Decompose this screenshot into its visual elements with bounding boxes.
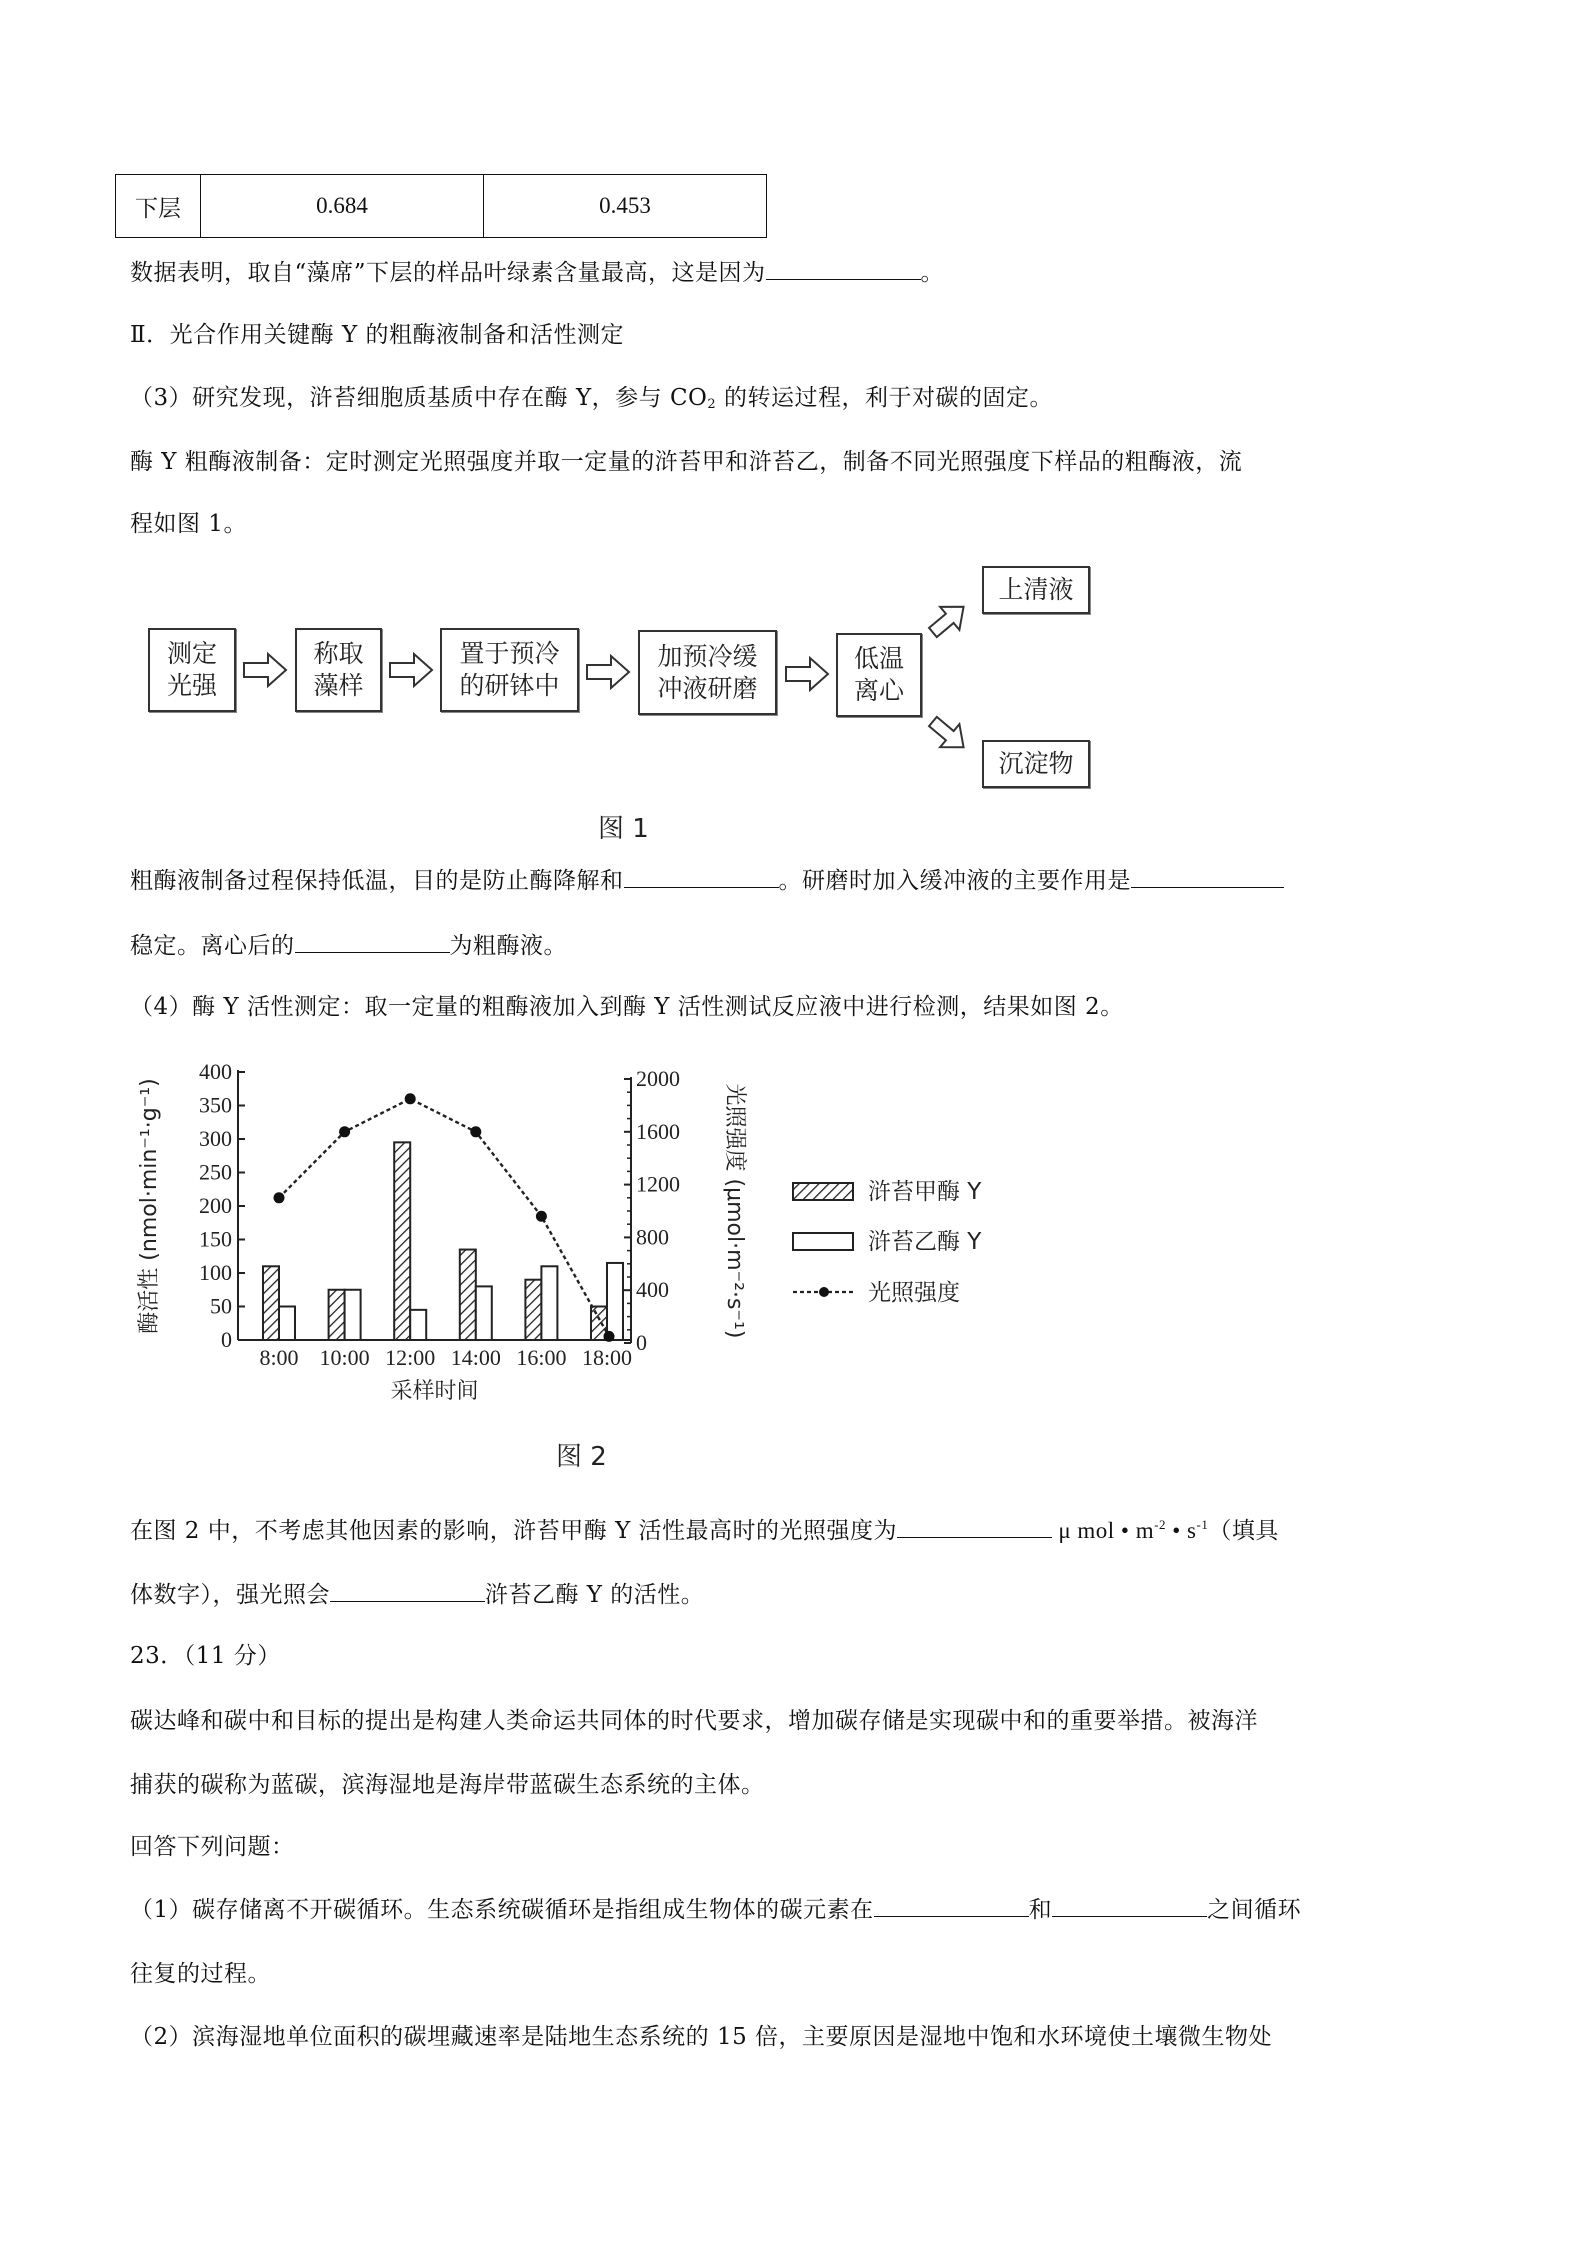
- x-tick-label: 12:00: [385, 1345, 436, 1370]
- text: 。: [920, 260, 945, 286]
- y-axis-title-right: 光照强度 (μmol·m⁻²·s⁻¹): [722, 1083, 747, 1339]
- step-text: 的研钵中: [459, 671, 560, 700]
- output-text: 上清液: [998, 575, 1074, 604]
- arrow-up-right-icon: [926, 596, 972, 642]
- step-text: 光强: [166, 671, 217, 700]
- unit-text: • s: [1165, 1518, 1197, 1543]
- y-tick-label-right: 1200: [636, 1171, 680, 1197]
- bar-hutai-yi: [607, 1263, 623, 1340]
- answer-blank[interactable]: [897, 1515, 1052, 1538]
- text: 体数字），强光照会: [130, 1582, 330, 1608]
- bar-hutai-jia: [394, 1142, 410, 1340]
- answer-blank[interactable]: [295, 930, 450, 953]
- question-3-prep-line: 程如图 1。: [130, 511, 247, 537]
- y-tick-label-left: 350: [199, 1092, 232, 1118]
- section-title: Ⅱ．光合作用关键酶 Y 的粗酶液制备和活性测定: [130, 322, 624, 348]
- step-text: 离心: [853, 676, 904, 705]
- text: （3）研究发现，浒苔细胞质基质中存在酶 Y，参与 CO: [130, 385, 708, 411]
- flow-output-supernatant: [982, 566, 1090, 614]
- flow-step-low-temp-centrifuge: [836, 633, 922, 717]
- text: 和: [1028, 1897, 1053, 1923]
- answer-prompt: 回答下列问题：: [130, 1834, 295, 1860]
- arrow-right-icon: [784, 656, 830, 692]
- text: 的转运过程，利于对碳的固定。: [716, 385, 1053, 411]
- step-text: 藻样: [313, 671, 364, 700]
- text: （填具: [1208, 1518, 1279, 1544]
- y-axis-title-left: 酶活性 (nmol·min⁻¹·g⁻¹): [137, 1078, 162, 1334]
- table-row: [116, 175, 767, 238]
- bar-hutai-jia: [329, 1290, 345, 1340]
- output-text: 沉淀物: [998, 749, 1074, 778]
- text: 。研磨时加入缓冲液的主要作用是: [778, 868, 1131, 894]
- question-23-title: 23．（11 分）: [130, 1643, 281, 1669]
- answer-blank[interactable]: [330, 1579, 485, 1602]
- text: 之间循环: [1207, 1897, 1302, 1923]
- step-text: 测定: [166, 639, 217, 668]
- light-intensity-point: [604, 1331, 615, 1342]
- bar-hutai-jia: [460, 1250, 476, 1340]
- legend-swatch-hatched: [793, 1183, 853, 1200]
- y-tick-label-left: 250: [199, 1159, 232, 1185]
- light-intensity-point: [470, 1126, 481, 1137]
- y-tick-label-left: 150: [199, 1226, 232, 1252]
- text: 在图 2 中，不考虑其他因素的影响，浒苔甲酶 Y 活性最高时的光照强度为: [130, 1518, 898, 1544]
- y-tick-label-left: 100: [199, 1260, 232, 1285]
- question-4-blanks-line: [130, 1515, 1279, 1546]
- arrow-down-right-icon: [926, 712, 972, 758]
- figure-2-caption: 图 2: [556, 1442, 607, 1472]
- light-intensity-point: [536, 1211, 547, 1222]
- flow-output-precipitate: [982, 740, 1090, 788]
- figure-2-chart: [130, 1060, 1030, 1440]
- y-tick-label-right: 0: [636, 1330, 647, 1355]
- flow-step-buffer-grinding: [638, 630, 777, 715]
- bar-hutai-yi: [476, 1286, 492, 1340]
- y-tick-label-left: 400: [199, 1060, 232, 1084]
- question-4-blanks-line: [130, 1579, 704, 1610]
- table-row-label: 下层: [116, 175, 201, 238]
- x-tick-label: 16:00: [516, 1345, 567, 1370]
- bar-hutai-jia: [263, 1266, 279, 1340]
- question-3-blanks-line: [130, 865, 1284, 896]
- y-tick-label-left: 200: [199, 1193, 232, 1218]
- flow-step-precooled-mortar: [440, 628, 579, 712]
- figure-1-caption: 图 1: [598, 814, 649, 844]
- y-tick-label-right: 2000: [636, 1066, 680, 1091]
- step-text: 冲液研磨: [657, 673, 758, 703]
- arrow-right-icon: [585, 654, 631, 690]
- paragraph-data-conclusion: [130, 257, 944, 288]
- subscript: 2: [707, 397, 717, 412]
- answer-blank[interactable]: [1131, 865, 1284, 888]
- y-tick-label-right: 1600: [636, 1118, 680, 1144]
- question-3-prep-line: 酶 Y 粗酶液制备：定时测定光照强度并取一定量的浒苔甲和浒苔乙，制备不同光照强度下样品的粗酶液，流: [130, 449, 1243, 475]
- bar-hutai-yi: [541, 1266, 557, 1340]
- question-23-2-line: （2）滨海湿地单位面积的碳埋藏速率是陆地生态系统的 15 倍，主要原因是湿地中饱和水环境使土壤微生物处: [130, 2024, 1273, 2050]
- flow-step-weigh-sample: [295, 628, 382, 712]
- question-23-1-line: [130, 1894, 1301, 1925]
- step-text: 置于预冷: [459, 639, 560, 668]
- y-tick-label-left: 300: [199, 1126, 232, 1151]
- x-tick-label: 18:00: [581, 1345, 633, 1370]
- answer-blank[interactable]: [874, 1894, 1029, 1917]
- text: 为粗酶液。: [449, 933, 567, 959]
- bar-hutai-jia: [525, 1280, 541, 1340]
- bar-hutai-yi: [345, 1290, 361, 1340]
- superscript: -1: [1196, 1517, 1209, 1532]
- light-intensity-point: [405, 1093, 416, 1104]
- bar-hutai-yi: [410, 1310, 426, 1340]
- flow-step-measure-light: [148, 628, 236, 712]
- text: 数据表明，取自“藻席”下层的样品叶绿素含量最高，这是因为: [130, 260, 766, 286]
- step-text: 称取: [313, 639, 364, 668]
- legend-label: 浒苔甲酶 Y: [868, 1179, 982, 1205]
- x-tick-label: 8:00: [259, 1345, 299, 1370]
- unit-text: μ mol • m: [1058, 1518, 1155, 1543]
- question-23-intro: 碳达峰和碳中和目标的提出是构建人类命运共同体的时代要求，增加碳存储是实现碳中和的重要举措。被海洋: [130, 1708, 1258, 1734]
- answer-blank[interactable]: [766, 257, 921, 280]
- question-3-blanks-line: [130, 930, 567, 961]
- arrow-right-icon: [242, 652, 288, 688]
- legend-swatch-marker: [819, 1287, 829, 1297]
- legend-label: 光照强度: [868, 1280, 960, 1306]
- text: 稳定。离心后的: [130, 933, 295, 959]
- legend-label: 浒苔乙酶 Y: [868, 1229, 982, 1255]
- question-4-intro: （4）酶 Y 活性测定：取一定量的粗酶液加入到酶 Y 活性测试反应液中进行检测，结果如图 2。: [130, 994, 1124, 1020]
- y-tick-label-right: 800: [636, 1224, 669, 1250]
- x-tick-label: 10:00: [319, 1345, 370, 1370]
- x-tick-label: 14:00: [450, 1345, 501, 1370]
- y-tick-label-left: 50: [210, 1293, 232, 1319]
- y-tick-label-right: 400: [636, 1277, 669, 1303]
- table-cell: 0.453: [484, 175, 767, 238]
- text: 粗酶液制备过程保持低温，目的是防止酶降解和: [130, 868, 624, 894]
- light-intensity-point: [339, 1126, 350, 1137]
- question-3-intro: [130, 383, 1053, 413]
- y-tick-label-left: 0: [221, 1327, 232, 1352]
- x-axis-title: 采样时间: [390, 1379, 479, 1404]
- question-23-1-line: 往复的过程。: [130, 1961, 271, 1987]
- answer-blank[interactable]: [1052, 1894, 1207, 1917]
- chlorophyll-table: [115, 174, 767, 238]
- text: 浒苔乙酶 Y 的活性。: [485, 1582, 705, 1608]
- arrow-right-icon: [388, 652, 434, 688]
- table-cell: 0.684: [201, 175, 484, 238]
- light-intensity-point: [274, 1192, 285, 1203]
- question-23-intro: 捕获的碳称为蓝碳，滨海湿地是海岸带蓝碳生态系统的主体。: [130, 1772, 765, 1798]
- legend-swatch-hollow: [793, 1233, 853, 1250]
- step-text: 加预冷缓: [657, 641, 758, 671]
- text: （1）碳存储离不开碳循环。生态系统碳循环是指组成生物体的碳元素在: [130, 1897, 874, 1923]
- answer-blank[interactable]: [624, 865, 779, 888]
- superscript: -2: [1154, 1517, 1166, 1532]
- bar-hutai-yi: [279, 1307, 295, 1341]
- step-text: 低温: [853, 644, 904, 673]
